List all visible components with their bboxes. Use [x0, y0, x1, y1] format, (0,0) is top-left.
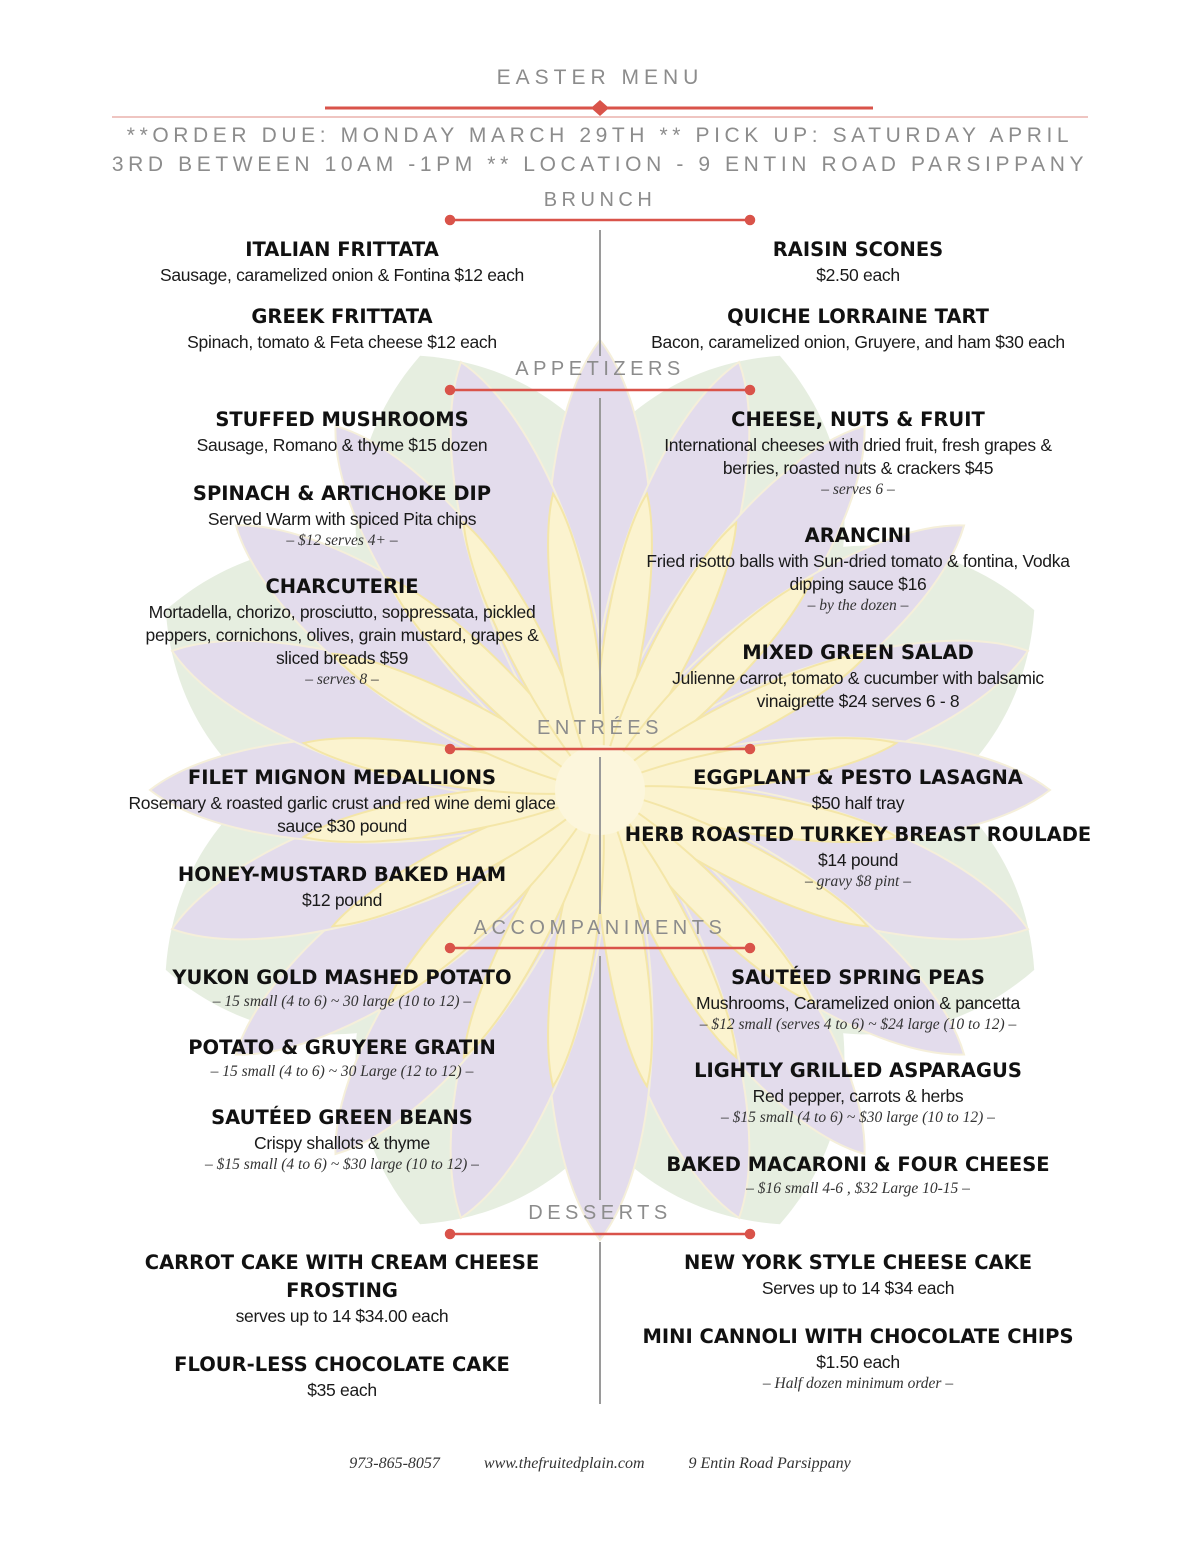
item-description: Spinach, tomato & Feta cheese $12 each	[187, 332, 497, 352]
menu-item-filet-mignon	[122, 764, 562, 838]
item-note: – $12 small (serves 4 to 6) ~ $24 large (10 to 12) –	[699, 1016, 1017, 1033]
item-name: MINI CANNOLI WITH CHOCOLATE CHIPS	[642, 1325, 1074, 1348]
menu-item-raisin-scones	[598, 236, 1118, 287]
menu-item-ny-cheesecake	[598, 1249, 1118, 1300]
menu-item-italian-frittata	[82, 236, 602, 287]
item-name: MIXED GREEN SALAD	[742, 641, 974, 664]
menu-item-carrot-cake	[142, 1249, 542, 1328]
item-name: HERB ROASTED TURKEY BREAST ROULADE	[624, 823, 1092, 846]
item-note: – serves 6 –	[821, 481, 895, 498]
item-description: International cheeses with dried fruit, fresh grapes & berries, roasted nuts & crackers $45	[664, 435, 1052, 478]
section-title-accompaniments: ACCOMPANIMENTS	[473, 917, 727, 939]
item-name: NEW YORK STYLE CHEESE CAKE	[683, 1251, 1033, 1274]
item-note: – gravy $8 pint –	[805, 873, 911, 890]
menu-item-mixed-green-salad	[638, 639, 1078, 713]
menu-item-green-beans	[82, 1104, 602, 1175]
item-name: LIGHTLY GRILLED ASPARAGUS	[694, 1059, 1022, 1082]
item-description: $14 pound	[817, 850, 899, 870]
item-description: Mushrooms, Caramelized onion & pancetta	[696, 993, 1020, 1013]
item-note: – 15 small (4 to 6) ~ 30 Large (12 to 12) –	[210, 1063, 474, 1080]
menu-item-eggplant-lasagna	[598, 764, 1118, 815]
item-description: $12 pound	[301, 890, 383, 910]
item-note: – $15 small (4 to 6) ~ $30 large (10 to 12) –	[721, 1109, 995, 1126]
item-description: Mortadella, chorizo, prosciutto, soppressata, pickled peppers, cornichons, olives, grain mustard, grapes & sliced breads $59	[145, 602, 539, 668]
item-description: Bacon, caramelized onion, Gruyere, and ham $30 each	[651, 332, 1065, 352]
item-note: – by the dozen –	[807, 597, 909, 614]
item-name: HONEY-MUSTARD BAKED HAM	[177, 863, 507, 886]
item-name: SPINACH & ARTICHOKE DIP	[192, 482, 492, 505]
menu-title: EASTER MENU	[496, 66, 704, 89]
item-description: Serves up to 14 $34 each	[761, 1278, 955, 1298]
menu-item-spinach-artichoke-dip	[82, 480, 602, 551]
menu-item-flourless-chocolate-cake	[82, 1351, 602, 1402]
item-name: POTATO & GRUYERE GRATIN	[188, 1036, 496, 1059]
item-description: $2.50 each	[816, 265, 900, 285]
menu-item-mini-cannoli	[598, 1323, 1118, 1394]
menu-item-quiche-lorraine	[598, 303, 1118, 354]
item-note: – serves 8 –	[305, 671, 379, 688]
item-name: SAUTÉED SPRING PEAS	[731, 966, 985, 989]
menu-item-cheese-nuts-fruit	[638, 406, 1078, 500]
menu-item-grilled-asparagus	[598, 1057, 1118, 1128]
item-description: Rosemary & roasted garlic crust and red wine demi glace sauce $30 pound	[128, 793, 556, 836]
item-note: – $15 small (4 to 6) ~ $30 large (10 to 12) –	[205, 1156, 479, 1173]
item-note: – 15 small (4 to 6) ~ 30 large (10 to 12) –	[212, 993, 472, 1010]
footer-phone[interactable]: 973-865-8057	[349, 1455, 440, 1472]
footer-contact	[0, 1455, 1200, 1473]
item-description: $35 each	[307, 1380, 377, 1400]
item-name: ITALIAN FRITTATA	[245, 238, 439, 261]
item-description: serves up to 14 $34.00 each	[235, 1306, 449, 1326]
footer-address: 9 Entin Road Parsippany	[688, 1455, 851, 1472]
section-title-entrees: ENTRÉES	[537, 717, 663, 739]
menu-item-stuffed-mushrooms	[82, 406, 602, 457]
item-name: FILET MIGNON MEDALLIONS	[187, 766, 497, 789]
item-description: $1.50 each	[816, 1352, 900, 1372]
item-note: – $16 small 4-6 , $32 Large 10-15 –	[746, 1180, 970, 1197]
item-name: QUICHE LORRAINE TART	[727, 305, 989, 328]
item-name: RAISIN SCONES	[772, 238, 944, 261]
footer-website-link[interactable]: www.thefruitedplain.com	[483, 1455, 645, 1472]
item-description: Served Warm with spiced Pita chips	[207, 509, 477, 529]
order-info-banner: **ORDER DUE: MONDAY MARCH 29TH ** PICK UP: SATURDAY APRIL 3RD BETWEEN 10AM -1PM ** LOCATION - 9 ENTIN ROAD PARSIPPANY	[111, 124, 1089, 176]
item-note: – $12 serves 4+ –	[286, 532, 398, 549]
item-name: GREEK FRITTATA	[251, 305, 433, 328]
item-name: SAUTÉED GREEN BEANS	[211, 1106, 473, 1129]
item-name: FLOUR-LESS CHOCOLATE CAKE	[174, 1353, 510, 1376]
menu-item-spring-peas	[598, 964, 1118, 1035]
menu-item-honey-mustard-ham	[82, 861, 602, 912]
item-name: ARANCINI	[804, 524, 912, 547]
item-name: EGGPLANT & PESTO LASAGNA	[693, 766, 1023, 789]
item-description: Sausage, Romano & thyme $15 dozen	[196, 435, 488, 455]
menu-item-greek-frittata	[82, 303, 602, 354]
item-name: CARROT CAKE WITH CREAM CHEESE FROSTING	[144, 1251, 540, 1302]
section-title-desserts: DESSERTS	[528, 1202, 672, 1224]
item-description: $50 half tray	[811, 793, 905, 813]
menu-item-baked-macaroni	[598, 1151, 1118, 1199]
item-description: Sausage, caramelized onion & Fontina $12 each	[160, 265, 524, 285]
menu-item-potato-gruyere-gratin	[82, 1034, 602, 1082]
item-name: CHEESE, NUTS & FRUIT	[731, 408, 985, 431]
menu-item-yukon-gold-potato	[82, 964, 602, 1012]
menu-item-charcuterie	[122, 573, 562, 690]
item-description: Fried risotto balls with Sun-dried tomato & fontina, Vodka dipping sauce $16	[646, 551, 1070, 594]
item-note: – Half dozen minimum order –	[762, 1375, 954, 1392]
item-description: Julienne carrot, tomato & cucumber with balsamic vinaigrette $24 serves 6 - 8	[672, 668, 1044, 711]
item-description: Red pepper, carrots & herbs	[752, 1086, 964, 1106]
menu-item-turkey-roulade	[598, 821, 1118, 892]
menu-item-arancini	[638, 522, 1078, 616]
item-name: YUKON GOLD MASHED POTATO	[172, 966, 512, 989]
item-description: Crispy shallots & thyme	[254, 1133, 430, 1153]
item-name: CHARCUTERIE	[265, 575, 419, 598]
section-title-brunch: BRUNCH	[543, 189, 657, 211]
section-title-appetizers: APPETIZERS	[515, 358, 685, 380]
item-name: BAKED MACARONI & FOUR CHEESE	[666, 1153, 1050, 1176]
item-name: STUFFED MUSHROOMS	[215, 408, 469, 431]
